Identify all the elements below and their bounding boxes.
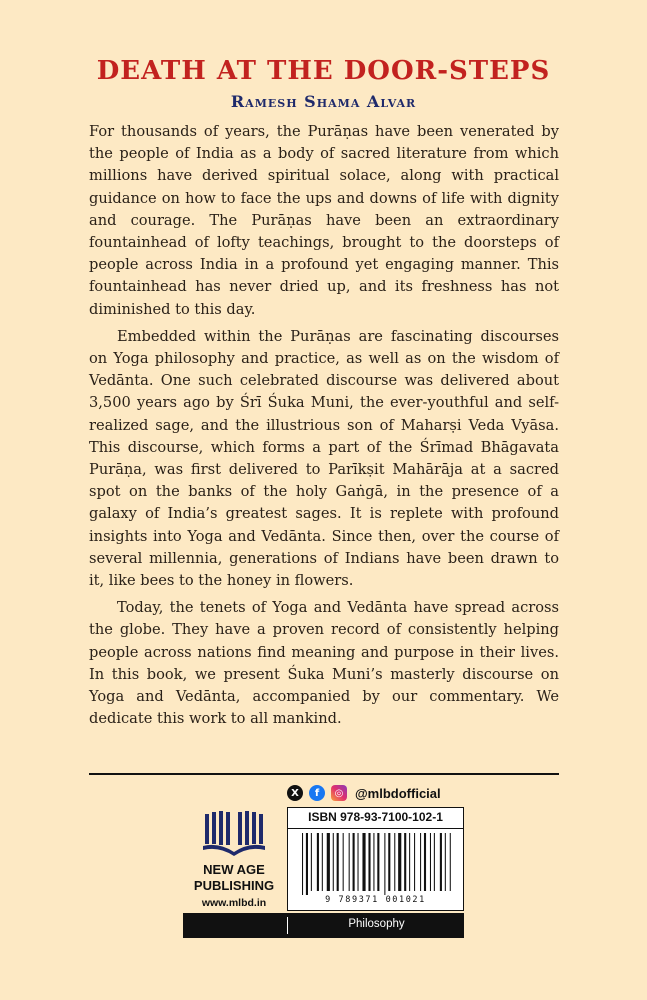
social-links — [287, 782, 441, 804]
blurb-paragraph: Embedded within the Purāṇas are fascinating discourses on Yoga philosophy and practice, as well as on the wisdom of Vedānta. One such celebrated discourse was delivered about 3,500 years ago by Śrī Śuka Muni, the ever-youthful and self-realized sage, and the illustrious son of Maharṣi Veda Vyāsa. This discourse, which forms a part of the Śrīmad Bhāgavata Purāṇa, was first delivered to Parīkṣit Mahārāja at a sacred spot on the banks of the holy Gaṅgā, in the presence of a galaxy of India’s greatest sages. It is replete with profound insights into Yoga and Vedānta. Since then, over the course of several millennia, generations of Indians have been drawn to it, like bees to the honey in flowers. — [89, 327, 559, 590]
isbn-label: ISBN 978-93-7100-102-1 — [308, 810, 443, 824]
book-title: DEATH AT THE DOOR-STEPS — [96, 56, 551, 86]
publisher-block — [186, 808, 282, 909]
x-icon: X — [287, 785, 303, 801]
instagram-icon: ◎ — [331, 785, 347, 801]
author-name: Ramesh Shama Alvar — [230, 92, 417, 111]
social-handle: @mlbdofficial — [355, 785, 441, 801]
blurb-paragraph: For thousands of years, the Purāṇas have been venerated by the people of India as a body of sacred literature from which millions have derived spiritual solace, along with practical guidance on how to face the ups and downs of life with dignity and courage. The Purāṇas have been an extraordinary fountainhead of lofty teachings, brought to the doorsteps of people across India in a profound yet engaging manner. This fountainhead has never dried up, and its freshness has not diminished to this day. — [89, 123, 559, 318]
category-label: Philosophy — [348, 918, 405, 930]
category-divider — [287, 917, 288, 934]
publisher-name-line1: NEW AGE — [203, 862, 265, 877]
blurb-paragraph: Today, the tenets of Yoga and Vedānta have spread across the globe. They have a proven record of consistently helping people across nations find meaning and purpose in their lives. In this book, we present Śuka Muni’s masterly discourse on Yoga and Vedānta, accompanied by our commentary. We dedicate this work to all mankind. — [89, 599, 559, 728]
barcode-digits: 9 789371 001021 — [325, 895, 426, 905]
isbn-barcode — [287, 807, 464, 911]
category-bar — [183, 913, 464, 938]
publisher-name — [186, 862, 282, 894]
blurb — [89, 121, 559, 735]
barcode-bars — [302, 833, 452, 895]
publisher-url: www.mlbd.in — [201, 897, 267, 909]
open-book-logo-icon — [201, 808, 267, 856]
facebook-icon: f — [309, 785, 325, 801]
isbn-divider — [288, 828, 463, 829]
divider-rule — [89, 773, 559, 775]
publisher-name-line2: PUBLISHING — [193, 878, 275, 893]
